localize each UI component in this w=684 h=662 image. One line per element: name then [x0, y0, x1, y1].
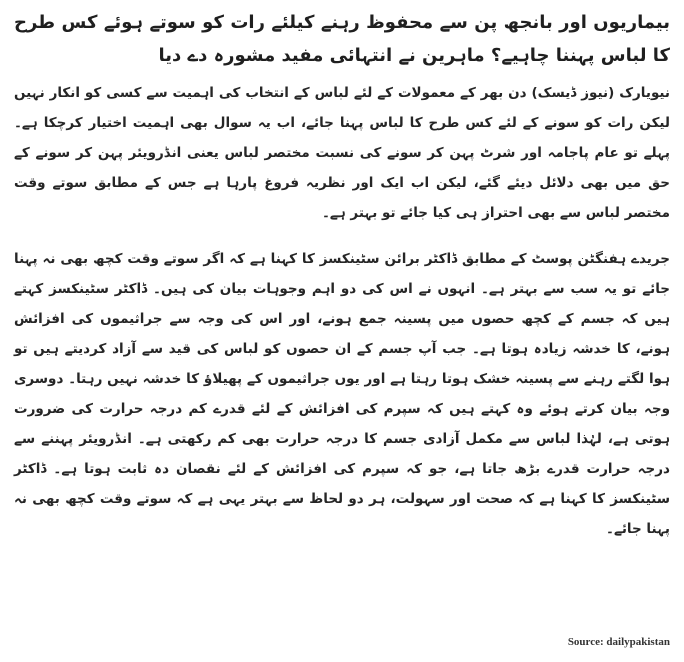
source-credit: Source: dailypakistan [567, 636, 670, 648]
article-body [14, 6, 670, 560]
article-paragraph-2: جریدے ہفنگٹن پوسٹ کے مطابق ڈاکٹر برائن سٹینکسز کا کہنا ہے کہ اگر سوتے وقت کچھ بھی نہ پہنا جائے تو یہ سب سے بہتر ہے۔ انہوں نے اس کی دو اہم وجوہات بیان کی ہیں۔ ڈاکٹر سٹینکسز کہتے ہیں کہ جسم کے کچھ حصوں میں پسینہ جمع ہونے، اور اس کی وجہ سے جراثیموں کی افزائش ہونے، کا خدشہ زیادہ ہوتا ہے۔ جب آپ جسم کے ان حصوں کو لباس کی قید سے آزاد کردیتے ہیں تو ہوا لگتے رہنے سے پسینہ خشک ہوتا رہتا ہے اور یوں جراثیموں کے پھیلاؤ کا خدشہ نہیں رہتا۔ دوسری وجہ بیان کرتے ہوئے وہ کہتے ہیں کہ سپرم کی افزائش کے لئے قدرے کم درجہ حرارت کی ضرورت ہوتی ہے، لہٰذا لباس سے مکمل آزادی جسم کا درجہ حرارت بھی کم رکھتی ہے۔ انڈرویئر پہننے سے درجہ حرارت قدرے بڑھ جاتا ہے، جو کہ سپرم کی افزائش کے لئے نقصان دہ ثابت ہوتا ہے۔ ڈاکٹر سٹینکسز کا کہنا ہے کہ صحت اور سہولت، ہر دو لحاظ سے بہتر یہی ہے کہ سوتے وقت کچھ بھی نہ پہنا جائے۔ [14, 251, 670, 537]
article-paragraph-1: نیویارک (نیوز ڈیسک) دن بھر کے معمولات کے لئے لباس کے انتخاب کی اہمیت سے کسی کو انکار نہیں لیکن رات کو سونے کے لئے کس طرح کا لباس پہنا جائے، اب یہ سوال بھی اہمیت اختیار کرچکا ہے۔ پہلے تو عام پاجامہ اور شرٹ پہن کر سونے کی نسبت مختصر لباس یعنی انڈرویئر پہن کر سونے کے حق میں بھی دلائل دیئے گئے، لیکن اب ایک اور نظریہ فروغ پارہا ہے جس کے مطابق سوتے وقت مختصر لباس سے بھی احتراز ہی کیا جائے تو بہتر ہے۔ [14, 85, 670, 221]
article-headline: بیماریوں اور بانجھ پن سے محفوظ رہنے کیلئے رات کو سوتے ہوئے کس طرح کا لباس پہننا چاہیے؟ ماہرین نے انتہائی مفید مشورہ دے دیا [14, 12, 670, 66]
